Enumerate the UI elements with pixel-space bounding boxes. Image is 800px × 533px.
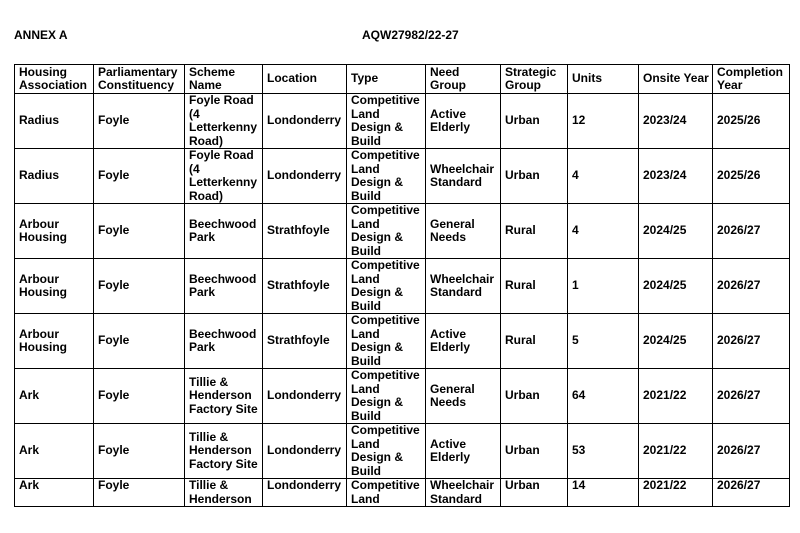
column-header: Scheme Name [185,65,263,94]
table-cell: 2021/22 [639,369,713,424]
table-cell: 2024/25 [639,259,713,314]
column-header: Type [347,65,426,94]
table-cell: Foyle [94,314,185,369]
table-cell: Strathfoyle [263,314,347,369]
table-cell: 64 [568,369,639,424]
table-cell: Arbour Housing [15,204,94,259]
table-cell: 2023/24 [639,94,713,149]
table-cell: 2026/27 [713,369,790,424]
table-cell: Ark [15,424,94,479]
table-cell: Foyle [94,479,185,507]
table-cell: Rural [501,314,568,369]
table-cell: Urban [501,424,568,479]
column-header: Need Group [426,65,501,94]
table-cell: Urban [501,149,568,204]
table-cell: Foyle Road (4 Letterkenny Road) [185,94,263,149]
table-cell: Ark [15,479,94,507]
table-cell: Foyle [94,204,185,259]
table-cell: 2025/26 [713,149,790,204]
table-cell: Competitive Land [347,479,426,507]
table-cell: Strathfoyle [263,204,347,259]
table-row [15,259,790,314]
table-cell: Wheelchair Standard [426,149,501,204]
table-cell: 2026/27 [713,259,790,314]
annex-label: ANNEX A [14,28,68,42]
table-cell: Londonderry [263,369,347,424]
table-cell: General Needs [426,204,501,259]
table-cell: Foyle [94,94,185,149]
table-cell: Competitive Land Design & Build [347,259,426,314]
table-cell: Londonderry [263,149,347,204]
table-cell: Londonderry [263,94,347,149]
table-cell: Foyle [94,369,185,424]
table-row [15,479,790,507]
table-cell: Rural [501,259,568,314]
table-cell: 2025/26 [713,94,790,149]
table-cell: Active Elderly [426,314,501,369]
table-cell: Londonderry [263,479,347,507]
table-cell: Competitive Land Design & Build [347,149,426,204]
table-cell: 2024/25 [639,314,713,369]
table-cell: 4 [568,204,639,259]
table-cell: Competitive Land Design & Build [347,94,426,149]
table-row [15,424,790,479]
table-cell: Radius [15,149,94,204]
table-cell: 2026/27 [713,479,790,507]
table-cell: Radius [15,94,94,149]
table-cell: Competitive Land Design & Build [347,424,426,479]
table-row [15,369,790,424]
table-cell: Londonderry [263,424,347,479]
table-cell: Tillie & Henderson [185,479,263,507]
table-cell: 2024/25 [639,204,713,259]
table-cell: 2021/22 [639,424,713,479]
column-header: Strategic Group [501,65,568,94]
table-cell: Foyle [94,424,185,479]
table-cell: Active Elderly [426,94,501,149]
table-cell: 4 [568,149,639,204]
table-cell: 2026/27 [713,314,790,369]
housing-schemes-table [14,64,790,507]
table-cell: Strathfoyle [263,259,347,314]
table-cell: Wheelchair Standard [426,479,501,507]
table-cell: 53 [568,424,639,479]
table-cell: 2026/27 [713,424,790,479]
table-cell: 2021/22 [639,479,713,507]
table-cell: Beechwood Park [185,204,263,259]
table-row [15,204,790,259]
column-header: Housing Association [15,65,94,94]
table-header-row [15,65,790,94]
column-header: Location [263,65,347,94]
table-cell: Foyle [94,259,185,314]
table-cell: Urban [501,369,568,424]
table-cell: Urban [501,94,568,149]
table-cell: Urban [501,479,568,507]
table-cell: General Needs [426,369,501,424]
question-reference: AQW27982/22-27 [362,28,459,42]
table-cell: Foyle Road (4 Letterkenny Road) [185,149,263,204]
table-cell: 2026/27 [713,204,790,259]
table-cell: Tillie & Henderson Factory Site [185,424,263,479]
table-cell: Beechwood Park [185,259,263,314]
table-cell: 14 [568,479,639,507]
table-cell: Ark [15,369,94,424]
table-cell: Competitive Land Design & Build [347,369,426,424]
column-header: Completion Year [713,65,790,94]
column-header: Units [568,65,639,94]
table-cell: 1 [568,259,639,314]
table-cell: Beechwood Park [185,314,263,369]
table-cell: Arbour Housing [15,314,94,369]
table-cell: Competitive Land Design & Build [347,314,426,369]
table-cell: 5 [568,314,639,369]
table-cell: Active Elderly [426,424,501,479]
table-cell: Arbour Housing [15,259,94,314]
table-cell: 2023/24 [639,149,713,204]
column-header: Onsite Year [639,65,713,94]
table-row [15,94,790,149]
column-header: Parliamentary Constituency [94,65,185,94]
table-row [15,149,790,204]
table-cell: 12 [568,94,639,149]
table-cell: Wheelchair Standard [426,259,501,314]
table-cell: Foyle [94,149,185,204]
table-row [15,314,790,369]
table-cell: Tillie & Henderson Factory Site [185,369,263,424]
table-cell: Competitive Land Design & Build [347,204,426,259]
table-cell: Rural [501,204,568,259]
